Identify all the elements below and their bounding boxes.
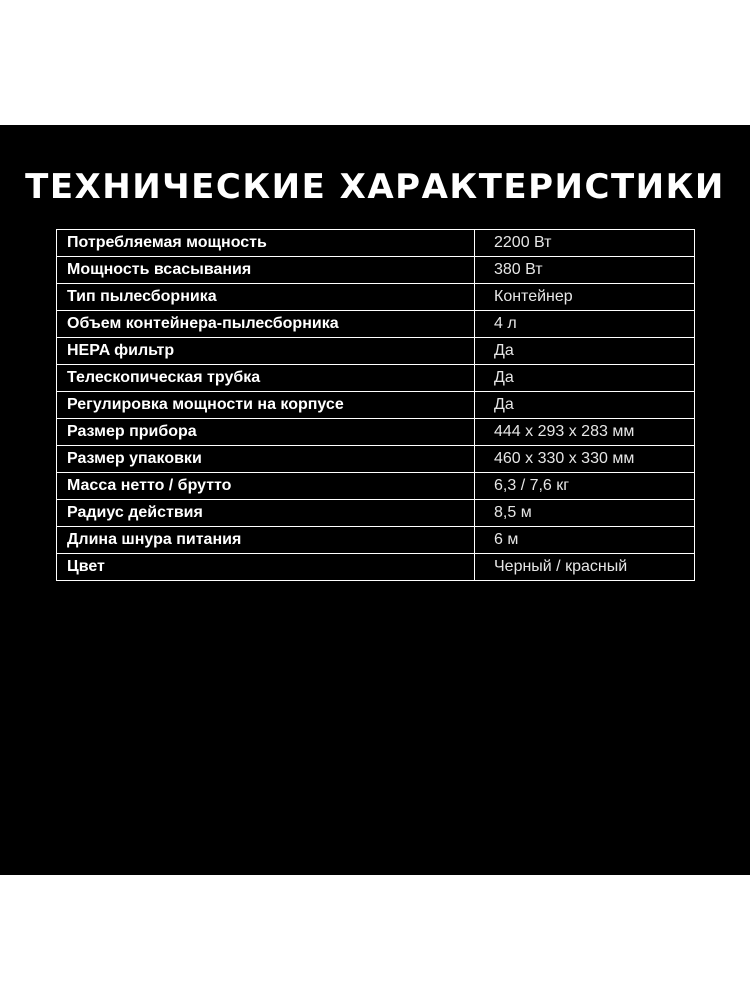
spec-name: Радиус действия — [57, 500, 475, 527]
spec-name: Размер прибора — [57, 419, 475, 446]
spec-value: Контейнер — [475, 284, 695, 311]
spec-name: HEPA фильтр — [57, 338, 475, 365]
spec-name: Регулировка мощности на корпусе — [57, 392, 475, 419]
table-row — [57, 365, 695, 392]
table-row — [57, 284, 695, 311]
spec-value: Да — [475, 392, 695, 419]
spec-name: Мощность всасывания — [57, 257, 475, 284]
table-row — [57, 527, 695, 554]
table-row — [57, 230, 695, 257]
spec-name: Объем контейнера-пылесборника — [57, 311, 475, 338]
spec-value: 4 л — [475, 311, 695, 338]
spec-name: Потребляемая мощность — [57, 230, 475, 257]
spec-name: Телескопическая трубка — [57, 365, 475, 392]
table-row — [57, 446, 695, 473]
spec-value: 460 x 330 x 330 мм — [475, 446, 695, 473]
spec-value: Да — [475, 338, 695, 365]
specs-table — [56, 229, 695, 581]
table-row — [57, 500, 695, 527]
table-row — [57, 311, 695, 338]
table-row — [57, 419, 695, 446]
spec-name: Длина шнура питания — [57, 527, 475, 554]
spec-value: 380 Вт — [475, 257, 695, 284]
spec-name: Масса нетто / брутто — [57, 473, 475, 500]
table-row — [57, 338, 695, 365]
page-title: ТЕХНИЧЕСКИЕ ХАРАКТЕРИСТИКИ — [25, 167, 725, 207]
spec-value: 444 x 293 x 283 мм — [475, 419, 695, 446]
spec-value: 6 м — [475, 527, 695, 554]
spec-value: 6,3 / 7,6 кг — [475, 473, 695, 500]
spec-value: 2200 Вт — [475, 230, 695, 257]
table-row — [57, 473, 695, 500]
spec-value: Да — [475, 365, 695, 392]
spec-value: Черный / красный — [475, 554, 695, 581]
spec-value: 8,5 м — [475, 500, 695, 527]
spec-name: Тип пылесборника — [57, 284, 475, 311]
table-row — [57, 554, 695, 581]
table-row — [57, 257, 695, 284]
spec-name: Размер упаковки — [57, 446, 475, 473]
table-row — [57, 392, 695, 419]
spec-name: Цвет — [57, 554, 475, 581]
